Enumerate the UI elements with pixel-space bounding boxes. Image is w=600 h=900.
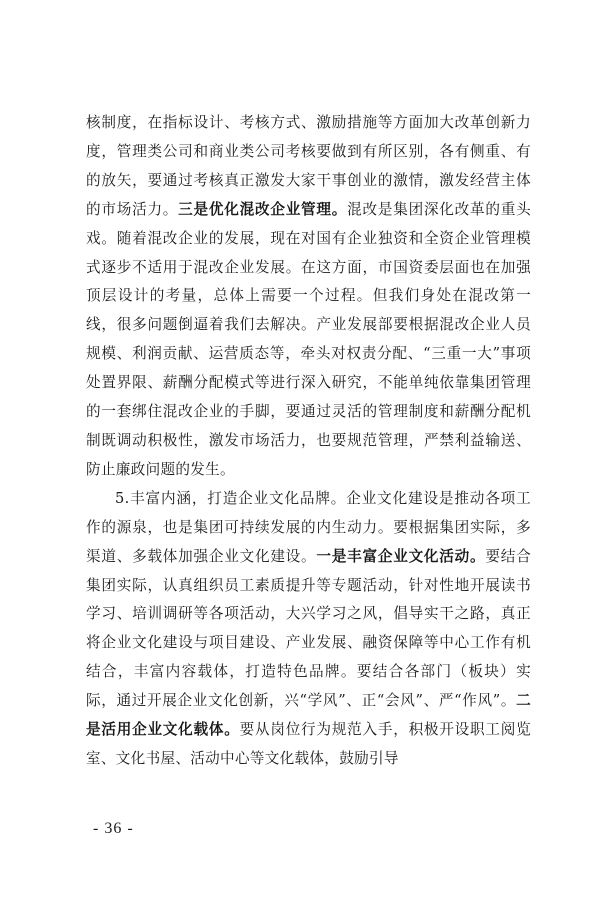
body-text xyxy=(86,109,531,774)
text-run: 要结合集团实际，认真组织员工素质提升等专题活动，针对性地开展读书学习、培训调研等各项活动，大兴学习之风，倡导实干之路，真正将企业文化建设与项目建设、产业发展、融资保障等中心工作有机结合，丰富内容载体，打造特色品牌。要结合各部门（板块）实际，通过开展企业文化创新，兴“学风”、正“会风”、严“作风”。 xyxy=(86,547,531,710)
paragraph-governance xyxy=(86,109,531,485)
bold-heading-run: 一是丰富企业文化活动。 xyxy=(316,547,486,565)
text-run: 5.丰富内涵，打造企业文化品牌。企业文化建设是推动各项工作的源泉，也是集团可持续发展的内生动力。要根据集团实际，多渠道、多载体加强企业文化建设。 xyxy=(86,489,531,565)
text-run: 要从岗位行为规范入手，积极开设职工阅览室、文化书屋、活动中心等文化载体，鼓励引导 xyxy=(86,721,531,767)
text-run: 混改是集团深化改革的重头戏。随着混改企业的发展，现在对国有企业独资和全资企业管理模式逐步不适用于混改企业发展。在这方面，市国资委层面也在加强顶层设计的考量，总体上需要一个过程。但我们身处在混改第一线，很多问题倒逼着我们去解决。产业发展部要根据混改企业人员规模、利润贡献、运营质态等，牵头对权责分配、“三重一大”事项处置界限、薪酬分配模式等进行深入研究，不能单纯依靠集团管理的一套绑住混改企业的手脚，要通过灵活的管理制度和薪酬分配机制既调动积极性，激发市场活力，也要规范管理，严禁利益输送、防止廉政问题的发生。 xyxy=(86,200,531,478)
page-number: - 36 - xyxy=(93,820,134,837)
paragraph-culture xyxy=(86,485,531,774)
text-run: 核制度，在指标设计、考核方式、激励措施等方面加大改革创新力度，管理类公司和商业类公司考核要做到有所区别，各有侧重、有的放矢，要通过考核真正激发大家干事创业的激情，激发经营主体的市场活力。 xyxy=(86,114,531,218)
bold-heading-run: 三是优化混改企业管理。 xyxy=(178,200,348,218)
bold-heading-run: 二是活用企业文化载体。 xyxy=(86,692,531,739)
